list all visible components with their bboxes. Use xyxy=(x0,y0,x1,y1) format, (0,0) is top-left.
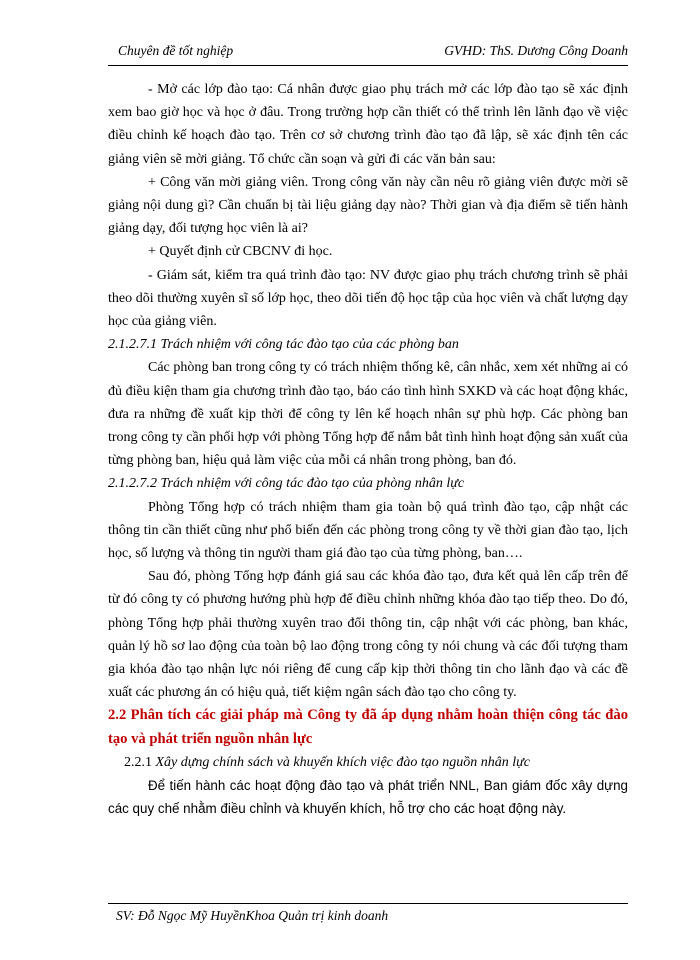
page-header xyxy=(108,40,628,66)
footer-student: SV: Đỗ Ngọc Mỹ HuyềnKhoa Quản trị kinh doanh xyxy=(116,908,389,923)
heading-22: 2.2 Phân tích các giải pháp mà Công ty đã áp dụng nhằm hoàn thiện công tác đào tạo và phát triển nguồn nhân lực xyxy=(108,707,628,747)
header-supervisor: GVHD: ThS. Dương Công Doanh xyxy=(444,43,628,58)
paragraph-board-policy: Để tiến hành các hoạt động đào tạo và phát triển NNL, Ban giám đốc xây dựng các quy chế nhằm điều chỉnh và khuyến khích, hỗ trợ cho các hoạt động này. xyxy=(108,778,628,817)
heading-2127-1: 2.1.2.7.1 Trách nhiệm với công tác đào tạo của các phòng ban xyxy=(108,337,459,353)
heading-2127-2: 2.1.2.7.2 Trách nhiệm với công tác đào tạo của phòng nhân lực xyxy=(108,476,465,492)
heading-221-number: 2.2.1 xyxy=(124,754,152,770)
paragraph-hr-department: Phòng Tổng hợp có trách nhiệm tham gia toàn bộ quá trình đào tạo, cập nhật các thông tin cần thiết cũng như phổ biến đến các phòng trong công ty về thời gian đào tạo, lịch học, số lượng và thông tin người tham giá đào tạo của từng phòng, ban…. xyxy=(108,499,628,562)
paragraph-open-classes: - Mở các lớp đào tạo: Cá nhân được giao phụ trách mở các lớp đào tạo sẽ xác định xem bao giờ học và học ở đâu. Trong trường hợp cần thiết có thể trình lên lãnh đạo về việc điều chỉnh kế hoạch đào tạo. Trên cơ sở chương trình đào tạo đã lập, sẽ xác định tên các giảng viên sẽ mời giảng. Tổ chức cần soạn và gửi đi các văn bản sau: xyxy=(108,82,628,167)
heading-221-title: Xây dựng chính sách và khuyến khích việc đào tạo nguồn nhân lực xyxy=(155,754,530,770)
paragraph-evaluation: Sau đó, phòng Tổng hợp đánh giá sau các khóa đào tạo, đưa kết quả lên cấp trên để từ đó công ty có phương hướng phù hợp để điều chỉnh những khóa đào tạo tiếp theo. Do đó, phòng Tổng hợp phải thường xuyên trao đổi thông tin, cập nhật với các phòng, ban khác, quản lý hồ sơ lao động của toàn bộ lao động trong công ty nói chung và các đối tượng tham gia khóa đào tạo nhận lực nói riêng để cung cấp kịp thời thông tin cho lãnh đạo và các đề xuất các phương án có hiệu quả, tiết kiệm ngân sách đào tạo cho công ty. xyxy=(108,569,628,701)
paragraph-invitation-letter: + Công văn mời giảng viên. Trong công văn này cần nêu rõ giảng viên được mời sẽ giảng nội dung gì? Cần chuẩn bị tài liệu giảng dạy nào? Thời gian và địa điểm sẽ tiến hành giảng dạy, đối tượng học viên là ai? xyxy=(108,174,628,237)
paragraph-departments: Các phòng ban trong công ty có trách nhiệm thống kê, cân nhắc, xem xét những ai có đủ điều kiện tham gia chương trình đào tạo, báo cáo tình hình SXKD và các hoạt động khác, đưa ra những đề xuất kịp thời để công ty lên kế hoạch nhân sự phù hợp. Các phòng ban trong công ty cần phối hợp với phòng Tổng hợp để nắm bắt tình hình hoạt động sản xuất của từng phòng ban, hiệu quả làm việc của mỗi cá nhân trong phòng, ban đó. xyxy=(108,360,628,469)
page-body xyxy=(108,78,628,821)
heading-221 xyxy=(108,751,628,774)
header-course-title: Chuyên đề tốt nghiệp xyxy=(118,43,234,58)
paragraph-decision: + Quyết định cử CBCNV đi học. xyxy=(148,244,333,260)
paragraph-supervision: - Giám sát, kiểm tra quá trình đào tạo: NV được giao phụ trách chương trình sẽ phải theo dõi thường xuyên sĩ số lớp học, theo dõi tiến độ học tập của học viên và chất lượng dạy học của giảng viên. xyxy=(108,267,628,330)
page-footer xyxy=(108,903,628,923)
